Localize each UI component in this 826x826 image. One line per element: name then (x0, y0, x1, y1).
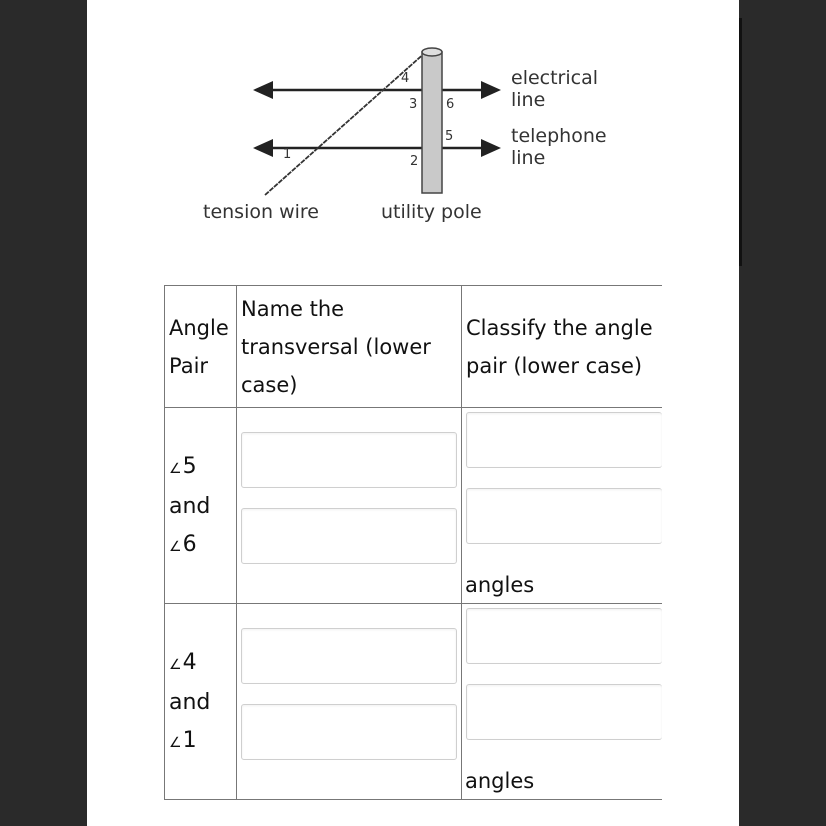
angle-number: 4 (182, 649, 197, 675)
header-classify (462, 286, 663, 408)
angle-symbol: ∠ (169, 538, 182, 555)
angle-pair-table (164, 285, 662, 800)
angle-pair-cell (165, 604, 237, 800)
angle-label-4: 4 (401, 71, 410, 86)
angles-suffix: angles (465, 769, 535, 793)
classify-input-2[interactable] (466, 488, 662, 544)
header-line: pair (lower case) (466, 353, 643, 378)
electrical-line-label: electrical line (511, 67, 599, 111)
header-line: Classify the angle (466, 315, 653, 340)
angle-label-2: 2 (410, 154, 419, 169)
classify-input-2[interactable] (466, 684, 662, 740)
table-row (165, 408, 663, 604)
left-margin (0, 0, 87, 826)
transversal-input-2[interactable] (241, 704, 457, 760)
classify-input-1[interactable] (466, 412, 662, 468)
angle-label-6: 6 (446, 97, 455, 112)
angle-label-1: 1 (283, 147, 292, 162)
table-header-row (165, 286, 663, 408)
transversal-cell (237, 408, 462, 604)
second-angle (169, 526, 236, 566)
second-angle (169, 722, 236, 762)
angle-pair-cell (165, 408, 237, 604)
first-angle (169, 644, 236, 684)
first-angle (169, 448, 236, 488)
conjunction: and (169, 493, 211, 519)
angle-number: 6 (182, 531, 197, 557)
header-line: transversal (lower (241, 334, 431, 359)
angle-symbol: ∠ (169, 460, 182, 477)
vertical-divider (739, 18, 742, 266)
classify-input-1[interactable] (466, 608, 662, 664)
table-row (165, 604, 663, 800)
transversal-input-2[interactable] (241, 508, 457, 564)
header-line: Angle (169, 315, 229, 340)
tension-wire-label: tension wire (203, 201, 319, 223)
electrical-line (253, 81, 501, 99)
angle-label-5: 5 (445, 129, 454, 144)
right-margin (739, 0, 826, 826)
transversal-cell (237, 604, 462, 800)
classify-cell (462, 408, 663, 604)
conjunction: and (169, 689, 211, 715)
header-angle-pair (165, 286, 237, 408)
angles-suffix: angles (465, 573, 535, 597)
angle-number: 1 (182, 727, 197, 753)
transversal-input[interactable] (241, 628, 457, 684)
angle-label-3: 3 (409, 97, 418, 112)
utility-pole-label: utility pole (381, 201, 482, 223)
header-line: case) (241, 372, 298, 397)
telephone-line-label: telephone line (511, 125, 607, 169)
transversal-diagram (195, 38, 625, 233)
classify-cell (462, 604, 663, 800)
angle-number: 5 (182, 453, 197, 479)
angle-symbol: ∠ (169, 656, 182, 673)
utility-pole-shape (422, 48, 442, 193)
header-line: Name the (241, 296, 345, 321)
header-line: Pair (169, 353, 209, 378)
angle-symbol: ∠ (169, 734, 182, 751)
header-transversal (237, 286, 462, 408)
transversal-input[interactable] (241, 432, 457, 488)
